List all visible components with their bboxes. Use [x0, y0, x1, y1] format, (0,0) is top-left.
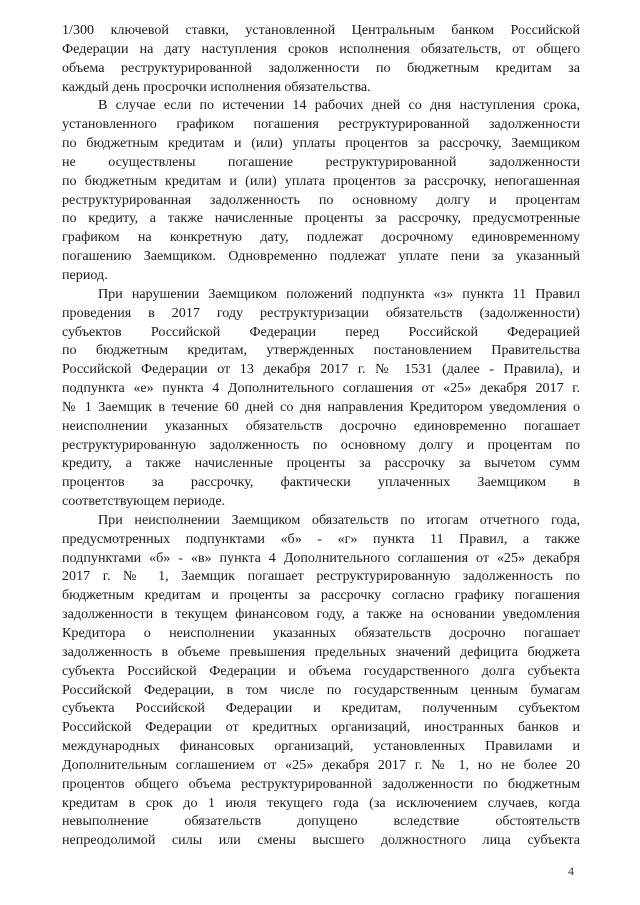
- paragraph: [62, 21, 580, 96]
- text-line: задолженность в объеме превышения предельных значений дефицита бюджета: [62, 643, 580, 660]
- text-line: предусмотренных подпунктами «б» - «г» пункта 11 Правил, а также: [62, 530, 580, 547]
- text-line: кредитам в срок до 1 июля текущего года (за исключением случаев, когда: [62, 794, 580, 811]
- text-line: 1/300 ключевой ставки, установленной Центральным банком Российской: [62, 22, 580, 38]
- text-line: графиком на конкретную дату, подлежат досрочному единовременному: [62, 229, 580, 246]
- text-line: В случае если по истечении 14 рабочих дней со дня наступления срока,: [98, 97, 580, 114]
- text-line: реструктурированная задолженность по основному долгу и процентам: [62, 191, 580, 208]
- document-body: [62, 21, 580, 850]
- text-line: процентов за рассрочку, фактически уплаченных Заемщиком в: [62, 474, 580, 491]
- text-line: каждый день просрочки исполнения обязательства.: [62, 78, 371, 95]
- text-line: субъекта Российской Федерации и объема государственного долга субъекта: [62, 662, 580, 679]
- text-line: Российской Федерации, в том числе по государственным ценным бумагам: [62, 681, 580, 698]
- page-number: 4: [568, 864, 574, 878]
- text-line: погашению Заемщиком. Одновременно подлежат уплате пени за указанный: [62, 248, 580, 265]
- text-line: установленного графиком погашения реструктурированной задолженности: [62, 116, 580, 133]
- text-line: При нарушении Заемщиком положений подпункта «з» пункта 11 Правил: [98, 285, 580, 302]
- paragraph: [62, 96, 580, 284]
- text-line: по бюджетным кредитам и (или) уплата процентов за рассрочку, непогашенная: [62, 172, 580, 189]
- text-line: субъектов Российской Федерации перед Российской Федерацией: [62, 323, 580, 340]
- text-line: по бюджетным кредитам, утвержденных постановлением Правительства: [62, 342, 580, 359]
- paragraph: [62, 285, 580, 511]
- text-line: При неисполнении Заемщиком обязательств по итогам отчетного года,: [98, 511, 580, 528]
- text-line: по кредиту, а также начисленные проценты за рассрочку, предусмотренные: [62, 210, 580, 227]
- text-line: подпунктами «б» - «в» пункта 4 Дополнительного соглашения от «25» декабря: [62, 549, 580, 566]
- paragraph: [62, 511, 580, 850]
- text-line: задолженности в текущем финансовом году, а также на основании уведомления: [62, 606, 580, 623]
- text-line: субъекта Российской Федерации и кредитам, полученным субъектом: [62, 700, 580, 717]
- text-line: Российской Федерации от 13 декабря 2017 г. № 1531 (далее - Правила), и: [62, 361, 580, 378]
- text-line: 2017 г. № 1, Заемщик погашает реструктурированную задолженность по: [62, 568, 580, 585]
- text-line: подпункта «е» пункта 4 Дополнительного соглашения от «25» декабря 2017 г.: [62, 380, 580, 397]
- text-line: Дополнительным соглашением от «25» декабря 2017 г. № 1, но не более 20: [62, 756, 580, 773]
- text-line: не осуществлены погашение реструктурированной задолженности: [62, 153, 580, 170]
- text-line: Российской Федерации от кредитных организаций, иностранных банков и: [62, 719, 580, 736]
- text-line: реструктурированную задолженность по основному долгу и процентам по: [62, 436, 580, 453]
- text-line: период.: [62, 266, 108, 283]
- text-line: невыполнение обязательств допущено вследствие обстоятельств: [62, 813, 580, 830]
- text-line: международных финансовых организаций, установленных Правилами и: [62, 738, 580, 755]
- text-line: по бюджетным кредитам и (или) уплаты процентов за рассрочку, Заемщиком: [62, 135, 580, 152]
- text-line: объема реструктурированной задолженности по бюджетным кредитам за: [62, 59, 580, 76]
- text-line: бюджетным кредитам и проценты за рассрочку согласно графику погашения: [62, 587, 580, 604]
- text-line: Кредитора о неисполнении указанных обязательств досрочно погашает: [62, 625, 580, 641]
- text-line: непреодолимой силы или смены высшего должностного лица субъекта: [62, 832, 580, 849]
- text-line: № 1 Заемщик в течение 60 дней со дня направления Кредитором уведомления о: [62, 398, 580, 415]
- text-line: процентов общего объема реструктурированной задолженности по бюджетным: [62, 775, 580, 792]
- text-line: кредиту, а также начисленные проценты за рассрочку за вычетом сумм: [62, 455, 580, 472]
- text-line: Федерации на дату наступления сроков исполнения обязательств, от общего: [62, 40, 580, 57]
- text-line: проведения в 2017 году реструктуризации обязательств (задолженности): [62, 304, 580, 321]
- text-line: неисполнении указанных обязательств досрочно единовременно погашает: [62, 417, 580, 434]
- text-line: соответствующем периоде.: [62, 493, 226, 510]
